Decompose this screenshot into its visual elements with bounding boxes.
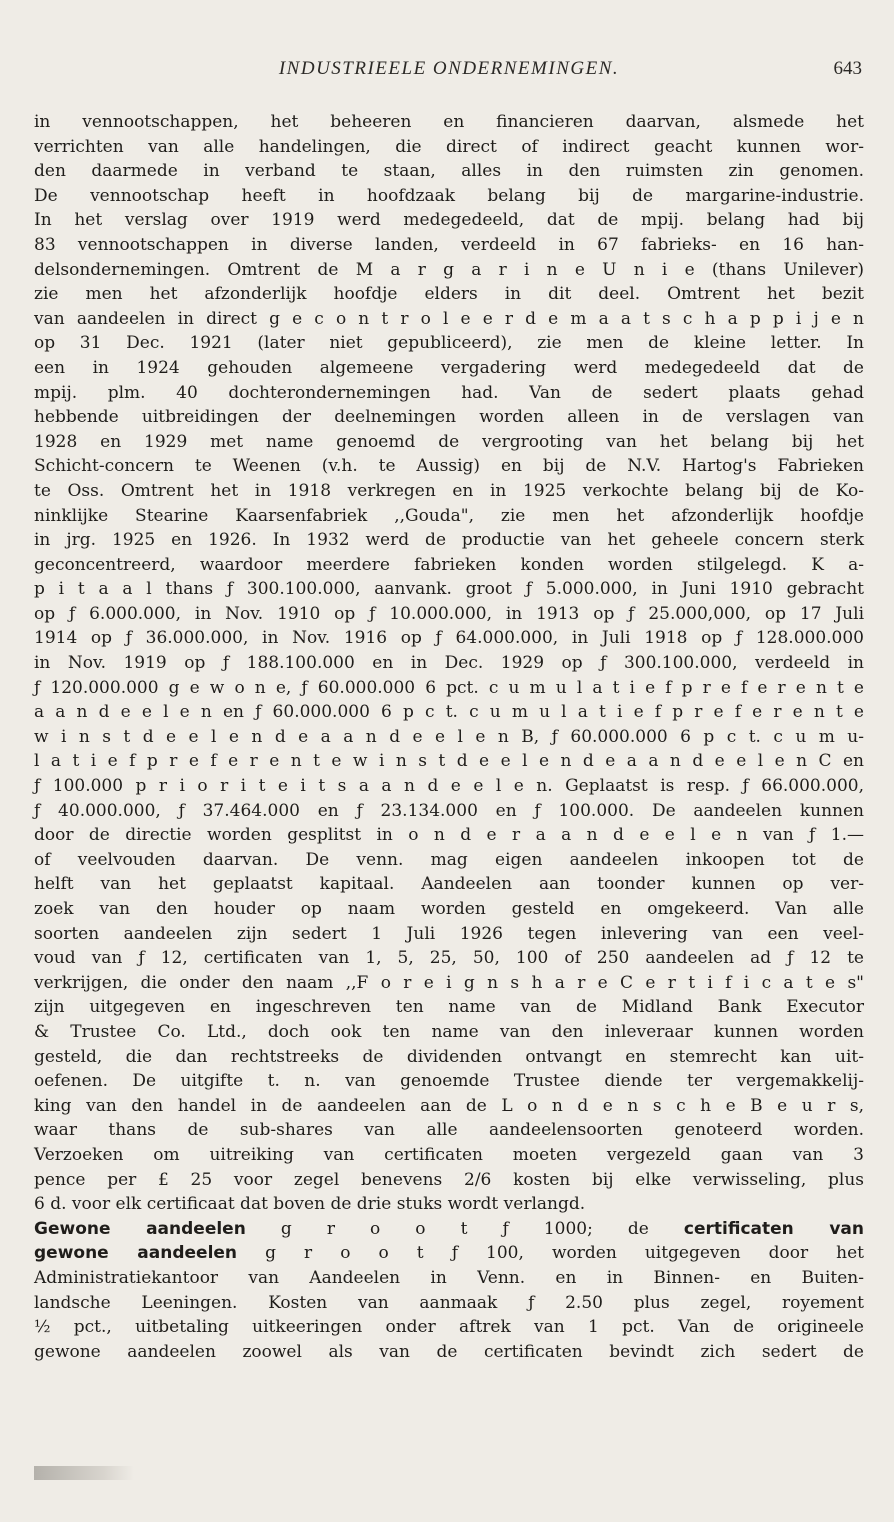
text-line: p i t a a l thans ƒ 300.100.000, aanvank. groot ƒ 5.000.000, in Juni 1910 gebracht (34, 579, 864, 600)
text-line: pence per £ 25 voor zegel benevens 2/6 kosten bij elke verwisseling, plus (34, 1169, 864, 1190)
text-line: voud van ƒ 12, certificaten van 1, 5, 25, 50, 100 of 250 aandeelen ad ƒ 12 te (34, 948, 864, 969)
paragraph-1 (34, 110, 864, 1217)
text-line: oefenen. De uitgifte t. n. van genoemde Trustee diende ter vergemakkelij- (34, 1071, 864, 1092)
text-line: een in 1924 gehouden algemeene vergadering werd medegedeeld dat de (34, 357, 864, 378)
text-line: gesteld, die dan rechtstreeks de dividenden ontvangt en stemrecht kan uit- (34, 1046, 864, 1067)
text-line: waar thans de sub-shares van alle aandeelensoorten genoteerd worden. (34, 1120, 864, 1141)
text-line: verrichten van alle handelingen, die direct of indirect geacht kunnen wor- (34, 136, 864, 157)
text-line: op 31 Dec. 1921 (later niet gepubliceerd), zie men de kleine letter. In (34, 333, 864, 354)
page-number: 643 (833, 58, 862, 79)
print-smudge (34, 1466, 134, 1480)
text-line: ƒ 100.000 p r i o r i t e i t s a a n d e e l e n. Geplaatst is resp. ƒ 66.000.000, (34, 776, 864, 797)
text-line: ƒ 40.000.000, ƒ 37.464.000 en ƒ 23.134.000 en ƒ 100.000. De aandeelen kunnen (34, 800, 864, 821)
text-line: helft van het geplaatst kapitaal. Aandeelen aan toonder kunnen op ver- (34, 874, 864, 895)
text-line: In het verslag over 1919 werd medegedeeld, dat de mpij. belang had bij (34, 210, 864, 231)
text-line: Administratiekantoor van Aandeelen in Venn. en in Binnen- en Buiten- (34, 1267, 864, 1288)
page-header (36, 58, 862, 88)
text-line: door de directie worden gesplitst in o n d e r a a n d e e l e n van ƒ 1.— (34, 825, 864, 846)
text-line: te Oss. Omtrent het in 1918 verkregen en in 1925 verkochte belang bij de Ko- (34, 480, 864, 501)
text-line: 6 d. voor elk certificaat dat boven de drie stuks wordt verlangd. (34, 1194, 586, 1215)
text-line: zijn uitgegeven en ingeschreven ten name van de Midland Bank Executor (34, 997, 864, 1018)
text-line (34, 1241, 864, 1266)
text-line: ƒ 120.000.000 g e w o n e, ƒ 60.000.000 6 pct. c u m u l a t i e f p r e f e r e n t e (34, 677, 864, 698)
text-line: zoek van den houder op naam worden gesteld en omgekeerd. Van alle (34, 899, 864, 919)
text-line: verkrijgen, die onder den naam ,,F o r e i g n s h a r e C e r t i f i c a t e s" (34, 972, 864, 993)
text-line: w i n s t d e e l e n d e a a n d e e l e n B, ƒ 60.000.000 6 p c t. c u m u- (34, 726, 864, 747)
bold-term: Gewone aandeelen (34, 1218, 246, 1239)
text-line: op ƒ 6.000.000, in Nov. 1910 op ƒ 10.000.000, in 1913 op ƒ 25.000,000, op 17 Juli (34, 603, 864, 624)
bold-term: certificaten van (683, 1218, 864, 1239)
text-line: of veelvouden daarvan. De venn. mag eigen aandeelen inkoopen tot de (34, 849, 864, 870)
paragraph-2 (34, 1217, 864, 1365)
text-line: in Nov. 1919 op ƒ 188.100.000 en in Dec. 1929 op ƒ 300.100.000, verdeeld in (34, 653, 864, 674)
text-line: ninklijke Stearine Kaarsenfabriek ,,Gouda", zie men het afzonderlijk hoofdje (34, 505, 864, 526)
running-title: INDUSTRIEELE ONDERNEMINGEN. (278, 58, 620, 79)
text-line: 83 vennootschappen in diverse landen, verdeeld in 67 fabrieks- en 16 han- (34, 234, 864, 255)
text-line: Verzoeken om uitreiking van certificaten moeten vergezeld gaan van 3 (34, 1144, 864, 1165)
text-line: zie men het afzonderlijk hoofdje elders in dit deel. Omtrent het bezit (34, 284, 864, 305)
text-line: De vennootschap heeft in hoofdzaak belang bij de margarine-industrie. (34, 185, 864, 206)
text-line: gewone aandeelen zoowel als van de certificaten bevindt zich sedert de (34, 1341, 864, 1362)
body-text (34, 110, 864, 1364)
text-line: Schicht-concern te Weenen (v.h. te Aussig) en bij de N.V. Hartog's Fabrieken (34, 456, 864, 477)
text-line: geconcentreerd, waardoor meerdere fabrieken konden worden stilgelegd. K a- (34, 554, 864, 575)
text-line (34, 1217, 864, 1242)
text-line: soorten aandeelen zijn sedert 1 Juli 1926 tegen inlevering van een veel- (34, 923, 864, 944)
text-line: 1928 en 1929 met name genoemd de vergrooting van het belang bij het (34, 431, 864, 452)
text-line: ½ pct., uitbetaling uitkeeringen onder aftrek van 1 pct. Van de origineele (34, 1317, 864, 1338)
text-line: mpij. plm. 40 dochterondernemingen had. Van de sedert plaats gehad (34, 382, 864, 403)
text-run: g r o o t ƒ 100, worden uitgegeven door het (237, 1243, 864, 1264)
text-line: delsondernemingen. Omtrent de M a r g a r i n e U n i e (thans Unilever) (34, 259, 864, 280)
text-line: van aandeelen in direct g e c o n t r o l e e r d e m a a t s c h a p p i j e n (34, 308, 864, 329)
text-line: 1914 op ƒ 36.000.000, in Nov. 1916 op ƒ 64.000.000, in Juli 1918 op ƒ 128.000.000 (34, 628, 864, 649)
text-line: hebbende uitbreidingen der deelnemingen worden alleen in de verslagen van (34, 407, 864, 428)
text-line: king van den handel in de aandeelen aan de L o n d e n s c h e B e u r s, (34, 1095, 864, 1116)
text-line: l a t i e f p r e f e r e n t e w i n s t d e e l e n d e a a n d e e l e n C en (34, 751, 864, 772)
text-line: landsche Leeningen. Kosten van aanmaak ƒ 2.50 plus zegel, royement (34, 1292, 864, 1313)
text-line: a a n d e e l e n en ƒ 60.000.000 6 p c t. c u m u l a t i e f p r e f e r e n t e (34, 702, 864, 723)
text-line: den daarmede in verband te staan, alles in den ruimsten zin genomen. (34, 161, 864, 182)
bold-term: gewone aandeelen (34, 1243, 238, 1264)
text-line: in jrg. 1925 en 1926. In 1932 werd de productie van het geheele concern sterk (34, 530, 864, 551)
text-line: & Trustee Co. Ltd., doch ook ten name van den inleveraar kunnen worden (34, 1021, 864, 1042)
text-run: g r o o t ƒ 1000; de (245, 1218, 684, 1239)
text-line: in vennootschappen, het beheeren en financieren daarvan, alsmede het (34, 112, 864, 132)
